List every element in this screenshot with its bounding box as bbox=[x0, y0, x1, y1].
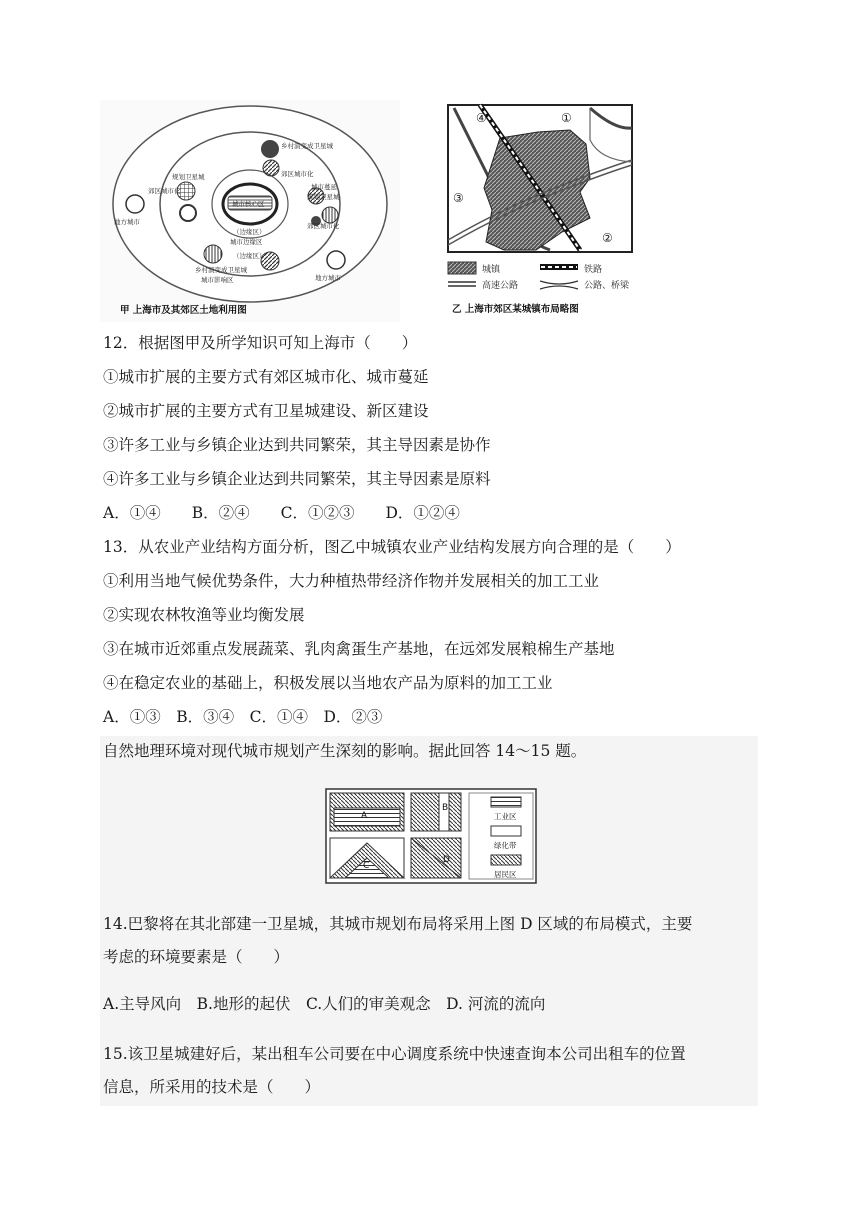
figure-jia-caption: 甲 上海市及其郊区土地利用图 bbox=[120, 305, 247, 316]
legend-town: 城镇 bbox=[482, 265, 501, 275]
label-suburb-right: 郊区城市化 bbox=[281, 170, 314, 178]
label-edge-outer: （边缘区） bbox=[233, 252, 266, 260]
label-suburb-left: 郊区城市化 bbox=[148, 187, 181, 195]
marker-3: ③ bbox=[453, 191, 464, 205]
zone-d-label: D bbox=[443, 855, 450, 865]
label-planned-sat-right: 规划卫星城 bbox=[307, 193, 340, 201]
zone-b-label: B bbox=[442, 803, 449, 813]
q13-option-1: ①利用当地气候优势条件，大力种植热带经济作物并发展相关的加工工业 bbox=[103, 572, 600, 590]
q13-stem: 13．从农业产业结构方面分析，图乙中城镇农业产业结构发展方向合理的是（ ） bbox=[103, 538, 681, 556]
q12-option-3: ③许多工业与乡镇企业达到共同繁荣，其主导因素是协作 bbox=[103, 436, 491, 454]
legend-residential: 居民区 bbox=[494, 870, 517, 879]
figure-yi-caption: 乙 上海市郊区某城镇布局略图 bbox=[452, 304, 579, 315]
marker-2: ② bbox=[602, 231, 613, 245]
q14-line-1: 14.巴黎将在其北部建一卫星城，其城市规划布局将采用上图 D 区域的布局模式，主要 bbox=[103, 915, 693, 933]
label-local-city-left: 地方城市 bbox=[114, 218, 140, 226]
q12-option-1: ①城市扩展的主要方式有郊区城市化、城市蔓延 bbox=[103, 368, 429, 386]
legend-green-swatch bbox=[491, 826, 521, 836]
legend-town-swatch bbox=[448, 262, 476, 274]
label-sprawl: 城市蔓延 bbox=[311, 183, 337, 191]
zone-b bbox=[411, 793, 461, 831]
q13-option-3: ③在城市近郊重点发展蔬菜、乳肉禽蛋生产基地，在远郊发展粮棉生产基地 bbox=[103, 640, 615, 658]
figure-jia-land-use-map bbox=[100, 100, 400, 322]
label-suburb-right2: 郊区城市化 bbox=[307, 222, 340, 230]
label-edge-inner: （边缘区） bbox=[233, 228, 266, 236]
q13-choices: A．①③ B．③④ C．①④ D．②③ bbox=[103, 708, 383, 726]
marker-1: ① bbox=[561, 111, 572, 125]
city-layout-figure bbox=[325, 788, 537, 884]
legend-highway: 高速公路 bbox=[482, 281, 519, 291]
marker-4: ④ bbox=[476, 111, 487, 125]
label-core: 城市核心区 bbox=[232, 200, 265, 208]
legend-railway: 铁路 bbox=[584, 265, 603, 275]
label-influence: 城市影响区 bbox=[201, 276, 234, 284]
q15-line-1: 15.该卫星城建好后，某出租车公司要在中心调度系统中快速查询本公司出租车的位置 bbox=[103, 1045, 686, 1063]
q12-option-4: ④许多工业与乡镇企业达到共同繁荣，其主导因素是原料 bbox=[103, 470, 491, 488]
q14-choices: A.主导风向 B.地形的起伏 C.人们的审美观念 D. 河流的流向 bbox=[103, 995, 546, 1013]
label-village-sat-top: 乡村演变成卫星城 bbox=[281, 142, 333, 150]
q13-option-4: ④在稳定农业的基础上，积极发展以当地农产品为原料的加工工业 bbox=[103, 674, 553, 692]
q12-option-2: ②城市扩展的主要方式有卫星城建设、新区建设 bbox=[103, 402, 429, 420]
legend-industrial-swatch bbox=[491, 797, 521, 807]
legend-industrial: 工业区 bbox=[494, 812, 517, 821]
figure-yi-town-layout-map bbox=[440, 100, 640, 322]
q12-choices: A．①④ B．②④ C．①②③ D．①②④ bbox=[103, 504, 460, 522]
legend-green: 绿化带 bbox=[494, 841, 517, 850]
legend-road-bridge: 公路、桥梁 bbox=[584, 281, 630, 291]
q13-option-2: ②实现农林牧渔等业均衡发展 bbox=[103, 606, 305, 624]
intro-text: 自然地理环境对现代城市规划产生深刻的影响。据此回答 14～15 题。 bbox=[103, 742, 587, 760]
q15-line-2: 信息，所采用的技术是（ ） bbox=[103, 1078, 321, 1096]
zone-a-label: A bbox=[361, 811, 368, 821]
q12-stem: 12．根据图甲及所学知识可知上海市（ ） bbox=[103, 334, 418, 352]
label-local-city-right: 地方城市 bbox=[315, 274, 341, 282]
zone-c-label: C bbox=[363, 861, 370, 871]
label-planned-sat-left: 规划卫星城 bbox=[172, 173, 205, 181]
label-village-sat-bottom: 乡村演变成卫星城 bbox=[195, 266, 247, 274]
label-edge-boundary: 城市边缘区 bbox=[230, 238, 263, 246]
legend-residential-swatch bbox=[491, 855, 521, 865]
q14-line-2: 考虑的环境要素是（ ） bbox=[103, 948, 290, 966]
